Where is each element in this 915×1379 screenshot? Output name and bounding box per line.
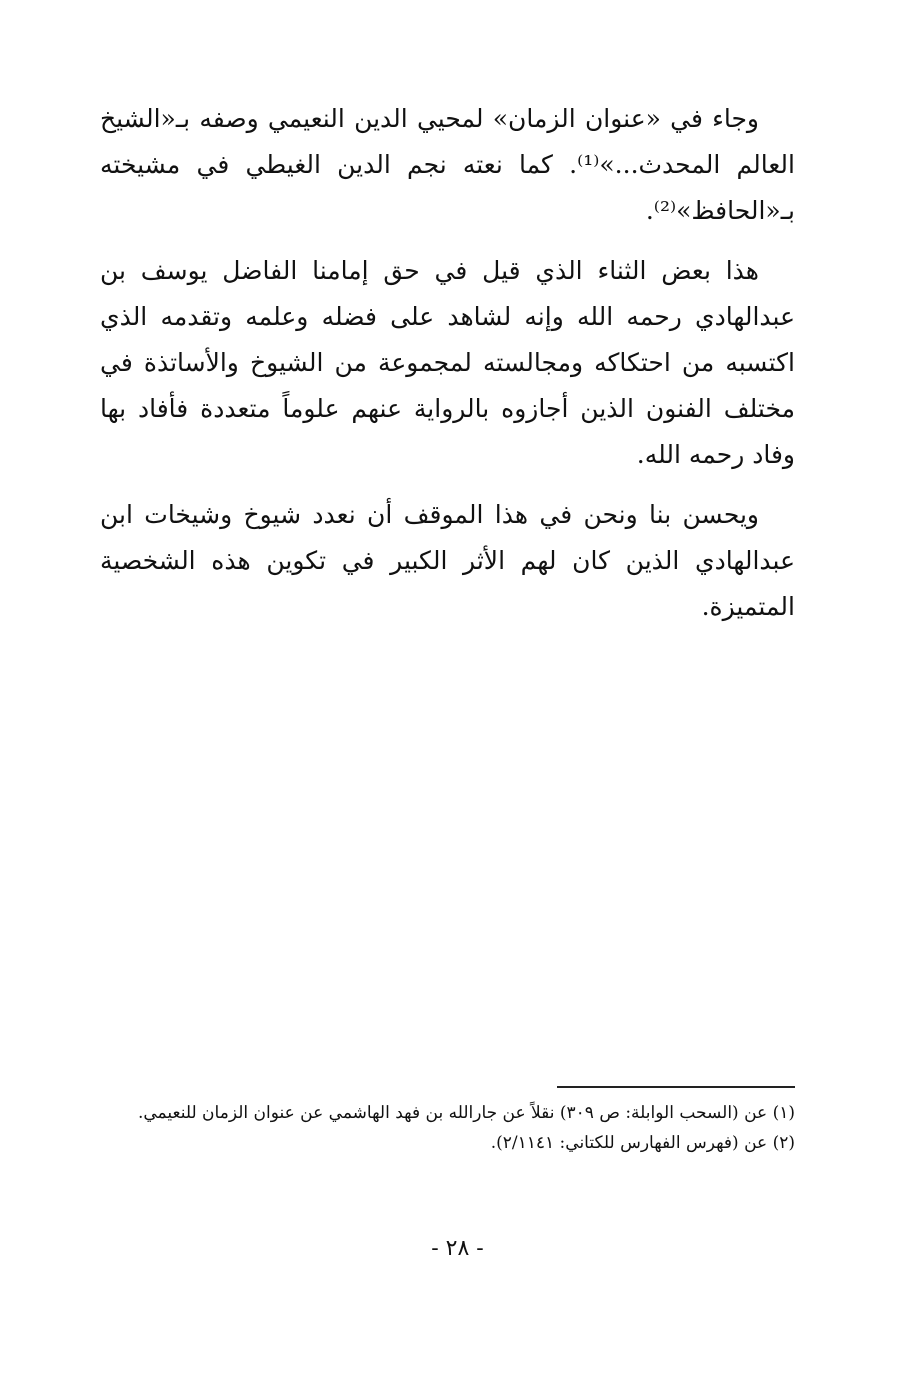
footnotes bbox=[100, 1098, 795, 1158]
footnote-2: (٢) عن (فهرس الفهارس للكتاني: ٢/١١٤١). bbox=[490, 1133, 795, 1153]
paragraph-2: هذا بعض الثناء الذي قيل في حق إمامنا الفاضل يوسف بن عبدالهادي رحمه الله وإنه لشاهد على فضله وعلمه وتقدمه الذي اكتسبه من احتكاكه ومجالسته لمجموعة من الشيوخ والأساتذة في مختلف الفنون الذين أجازوه بالرواية عنهم علوماً متعددة فأفاد بها وفاد رحمه الله. bbox=[100, 256, 795, 469]
footnote-1: (١) عن (السحب الوابلة: ص ٣٠٩) نقلاً عن جارالله بن فهد الهاشمي عن عنوان الزمان للنعيمي. bbox=[137, 1103, 795, 1123]
main-text bbox=[100, 96, 795, 644]
page-number: - ٢٨ - bbox=[431, 1236, 484, 1261]
paragraph-3: ويحسن بنا ونحن في هذا الموقف أن نعدد شيوخ وشيخات ابن عبدالهادي الذين كان لهم الأثر الكبير في تكوين هذه الشخصية المتميزة. bbox=[100, 500, 795, 621]
footnote-separator bbox=[557, 1086, 795, 1088]
paragraph-1: وجاء في «عنوان الزمان» لمحيي الدين النعيمي وصفه بـ«الشيخ العالم المحدث...»⁽¹⁾. كما نعته نجم الدين الغيطي في مشيخته بـ«الحافظ»⁽²⁾. bbox=[100, 104, 795, 225]
